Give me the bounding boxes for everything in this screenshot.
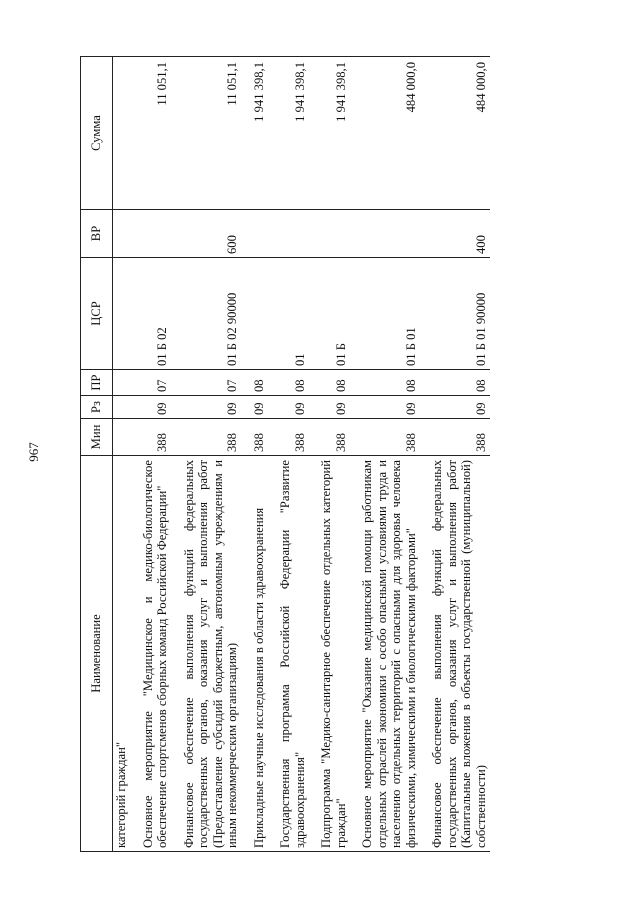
budget-table xyxy=(80,56,490,852)
row-name: Прикладные научные исследования в области здравоохранения xyxy=(242,456,269,852)
row-csr xyxy=(242,258,269,370)
header-csr: ЦСР xyxy=(81,258,113,370)
row-csr: 01 Б 02 xyxy=(131,258,172,370)
row-name: Финансовое обеспечение выполнения функций федеральных государственных органов, оказания услуг и выполнения работ (Предоставление субсидий бюджетным, автономным учреждениям и иным некоммерческим организациям) xyxy=(172,456,242,852)
row-rz: 09 xyxy=(350,396,420,419)
header-rz: Рз xyxy=(81,396,113,419)
row-vr xyxy=(242,210,269,258)
header-pr: ПР xyxy=(81,370,113,396)
row-sum: 1 941 398,1 xyxy=(242,57,269,210)
table-row xyxy=(242,57,269,852)
row-csr: 01 xyxy=(268,258,309,370)
row-csr: 01 Б 02 90000 xyxy=(172,258,242,370)
table-row xyxy=(131,57,172,852)
header-name: Наименование xyxy=(81,456,113,852)
table-row xyxy=(350,57,420,852)
row-sum: 1 941 398,1 xyxy=(268,57,309,210)
row-vr xyxy=(309,210,350,258)
row-vr xyxy=(350,210,420,258)
row-pr: 08 xyxy=(350,370,420,396)
row-name: категорий граждан" xyxy=(113,456,131,852)
header-min: Мин xyxy=(81,419,113,456)
row-sum xyxy=(113,57,131,210)
table-row xyxy=(113,57,131,852)
row-name: Подпрограмма "Медико-санитарное обеспечение отдельных категорий граждан" xyxy=(309,456,350,852)
table-row xyxy=(172,57,242,852)
row-vr xyxy=(113,210,131,258)
row-rz: 09 xyxy=(131,396,172,419)
row-csr xyxy=(113,258,131,370)
row-name: Государственная программа Российской Федерации "Развитие здравоохранения" xyxy=(268,456,309,852)
table-row xyxy=(268,57,309,852)
row-pr: 08 xyxy=(420,370,490,396)
row-vr: 600 xyxy=(172,210,242,258)
header-sum: Сумма xyxy=(81,57,113,210)
row-vr xyxy=(131,210,172,258)
row-min: 388 xyxy=(172,419,242,456)
row-min: 388 xyxy=(350,419,420,456)
table-row xyxy=(309,57,350,852)
row-pr: 07 xyxy=(131,370,172,396)
row-min: 388 xyxy=(420,419,490,456)
row-csr: 01 Б 01 90000 xyxy=(420,258,490,370)
row-sum: 484 000,0 xyxy=(350,57,420,210)
row-pr: 08 xyxy=(242,370,269,396)
row-min: 388 xyxy=(242,419,269,456)
row-rz: 09 xyxy=(420,396,490,419)
row-name: Основное мероприятие "Медицинское и медико-биологическое обеспечение спортсменов сборных команд Российской Федерации" xyxy=(131,456,172,852)
page-number: 967 xyxy=(26,442,41,462)
row-min: 388 xyxy=(309,419,350,456)
row-rz xyxy=(113,396,131,419)
table-header-row xyxy=(81,57,113,852)
row-vr: 400 xyxy=(420,210,490,258)
row-sum: 484 000,0 xyxy=(420,57,490,210)
row-pr: 08 xyxy=(309,370,350,396)
row-name: Основное мероприятие "Оказание медицинской помощи работникам отдельных отраслей экономики с особо опасными условиями труда и населению отдельных территорий с опасными для здоровья человека физическими, химическими и биологическими факторами" xyxy=(350,456,420,852)
row-sum: 11 051,1 xyxy=(172,57,242,210)
row-csr: 01 Б 01 xyxy=(350,258,420,370)
header-vr: ВР xyxy=(81,210,113,258)
row-vr xyxy=(268,210,309,258)
rotated-table-container xyxy=(80,57,580,852)
row-rz: 09 xyxy=(242,396,269,419)
row-pr: 08 xyxy=(268,370,309,396)
row-min: 388 xyxy=(268,419,309,456)
row-rz: 09 xyxy=(309,396,350,419)
row-sum: 1 941 398,1 xyxy=(309,57,350,210)
row-min: 388 xyxy=(131,419,172,456)
row-rz: 09 xyxy=(268,396,309,419)
row-sum: 11 051,1 xyxy=(131,57,172,210)
row-pr xyxy=(113,370,131,396)
row-name: Финансовое обеспечение выполнения функций федеральных государственных органов, оказания услуг и выполнения работ (Капитальные вложения в объекты государственной (муниципальной) собственности) xyxy=(420,456,490,852)
table-row xyxy=(420,57,490,852)
row-csr: 01 Б xyxy=(309,258,350,370)
row-rz: 09 xyxy=(172,396,242,419)
row-pr: 07 xyxy=(172,370,242,396)
row-min xyxy=(113,419,131,456)
